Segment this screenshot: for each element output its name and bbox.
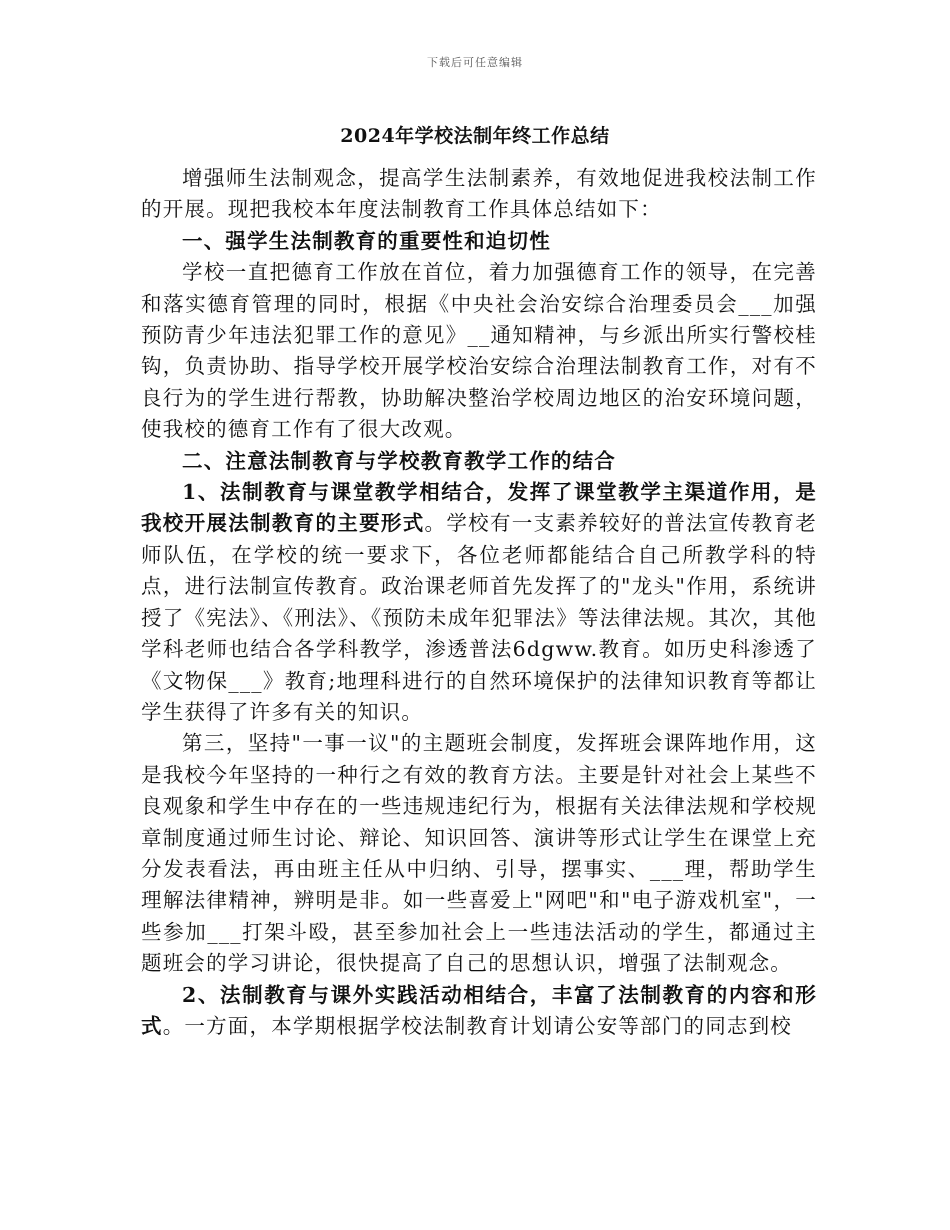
section-1-heading: 一、强学生法制教育的重要性和迫切性 — [182, 228, 551, 253]
section-2-item-2-lead: 2、法制教育与课外实践活动相结合，丰富了法制教育的内容和形式 — [141, 982, 817, 1038]
document-body — [141, 163, 817, 1042]
section-2-third-paragraph: 第三，坚持"一事一议"的主题班会制度，发挥班会课阵地作用，这是我校今年坚持的一种行之有效的教育方法。主要是针对社会上某些不良观象和学生中存在的一些违规违纪行为，根据有关法律法规和学校规章制度通过师生讨论、辩论、知识回答、演讲等形式让学生在课堂上充分发表看法，再由班主任从中归纳、引导，摆事实、___理，帮助学生理解法律精神，辨明是非。如一些喜爱上"网吧"和"电子游戏机室"，一些参加___打架斗殴，甚至参加社会上一些违法活动的学生，都通过主题班会的学习讲论，很快提高了自己的思想认识，增强了法制观念。 — [141, 731, 817, 976]
section-2-item-1-text: 。学校有一支素养较好的普法宣传教育老师队伍，在学校的统一要求下，各位老师都能结合自己所教学科的特点，进行法制宣传教育。政治课老师首先发挥了的"龙头"作用，系统讲授了《宪法》、《刑法》、《预防未成年犯罪法》等法律法规。其次，其他学科老师也结合各学科教学，渗透普法6dgww.教育。如历史科渗透了《文物保___》教育;地理科进行的自然环境保护的法律知识教育等都让学生获得了许多有关的知识。 — [141, 511, 817, 724]
document-title: 2024年学校法制年终工作总结 — [340, 125, 610, 147]
section-2-item-1 — [141, 477, 817, 728]
section-2-heading: 二、注意法制教育与学校教育教学工作的结合 — [182, 448, 616, 473]
section-2-item-1-lead: 1、法制教育与课堂教学相结合，发挥了课堂教学主渠道作用，是我校开展法制教育的主要形式 — [141, 480, 817, 536]
page-header-note: 下载后可任意编辑 — [427, 56, 523, 69]
section-2-item-2 — [141, 980, 817, 1043]
section-2-item-2-text: 。一方面，本学期根据学校法制教育计划请公安等部门的同志到校 — [162, 1013, 793, 1038]
section-1-paragraph: 学校一直把德育工作放在首位，着力加强德育工作的领导，在完善和落实德育管理的同时，根据《中央社会治安综合治理委员会___加强预防青少年违法犯罪工作的意见》__通知精神，与乡派出所实行警校桂钩，负责协助、指导学校开展学校治安综合治理法制教育工作，对有不良行为的学生进行帮教，协助解决整治学校周边地区的治安环境问题，使我校的德育工作有了很大改观。 — [141, 260, 817, 442]
intro-paragraph: 增强师生法制观念，提高学生法制素养，有效地促进我校法制工作的开展。现把我校本年度法制教育工作具体总结如下： — [141, 166, 817, 222]
